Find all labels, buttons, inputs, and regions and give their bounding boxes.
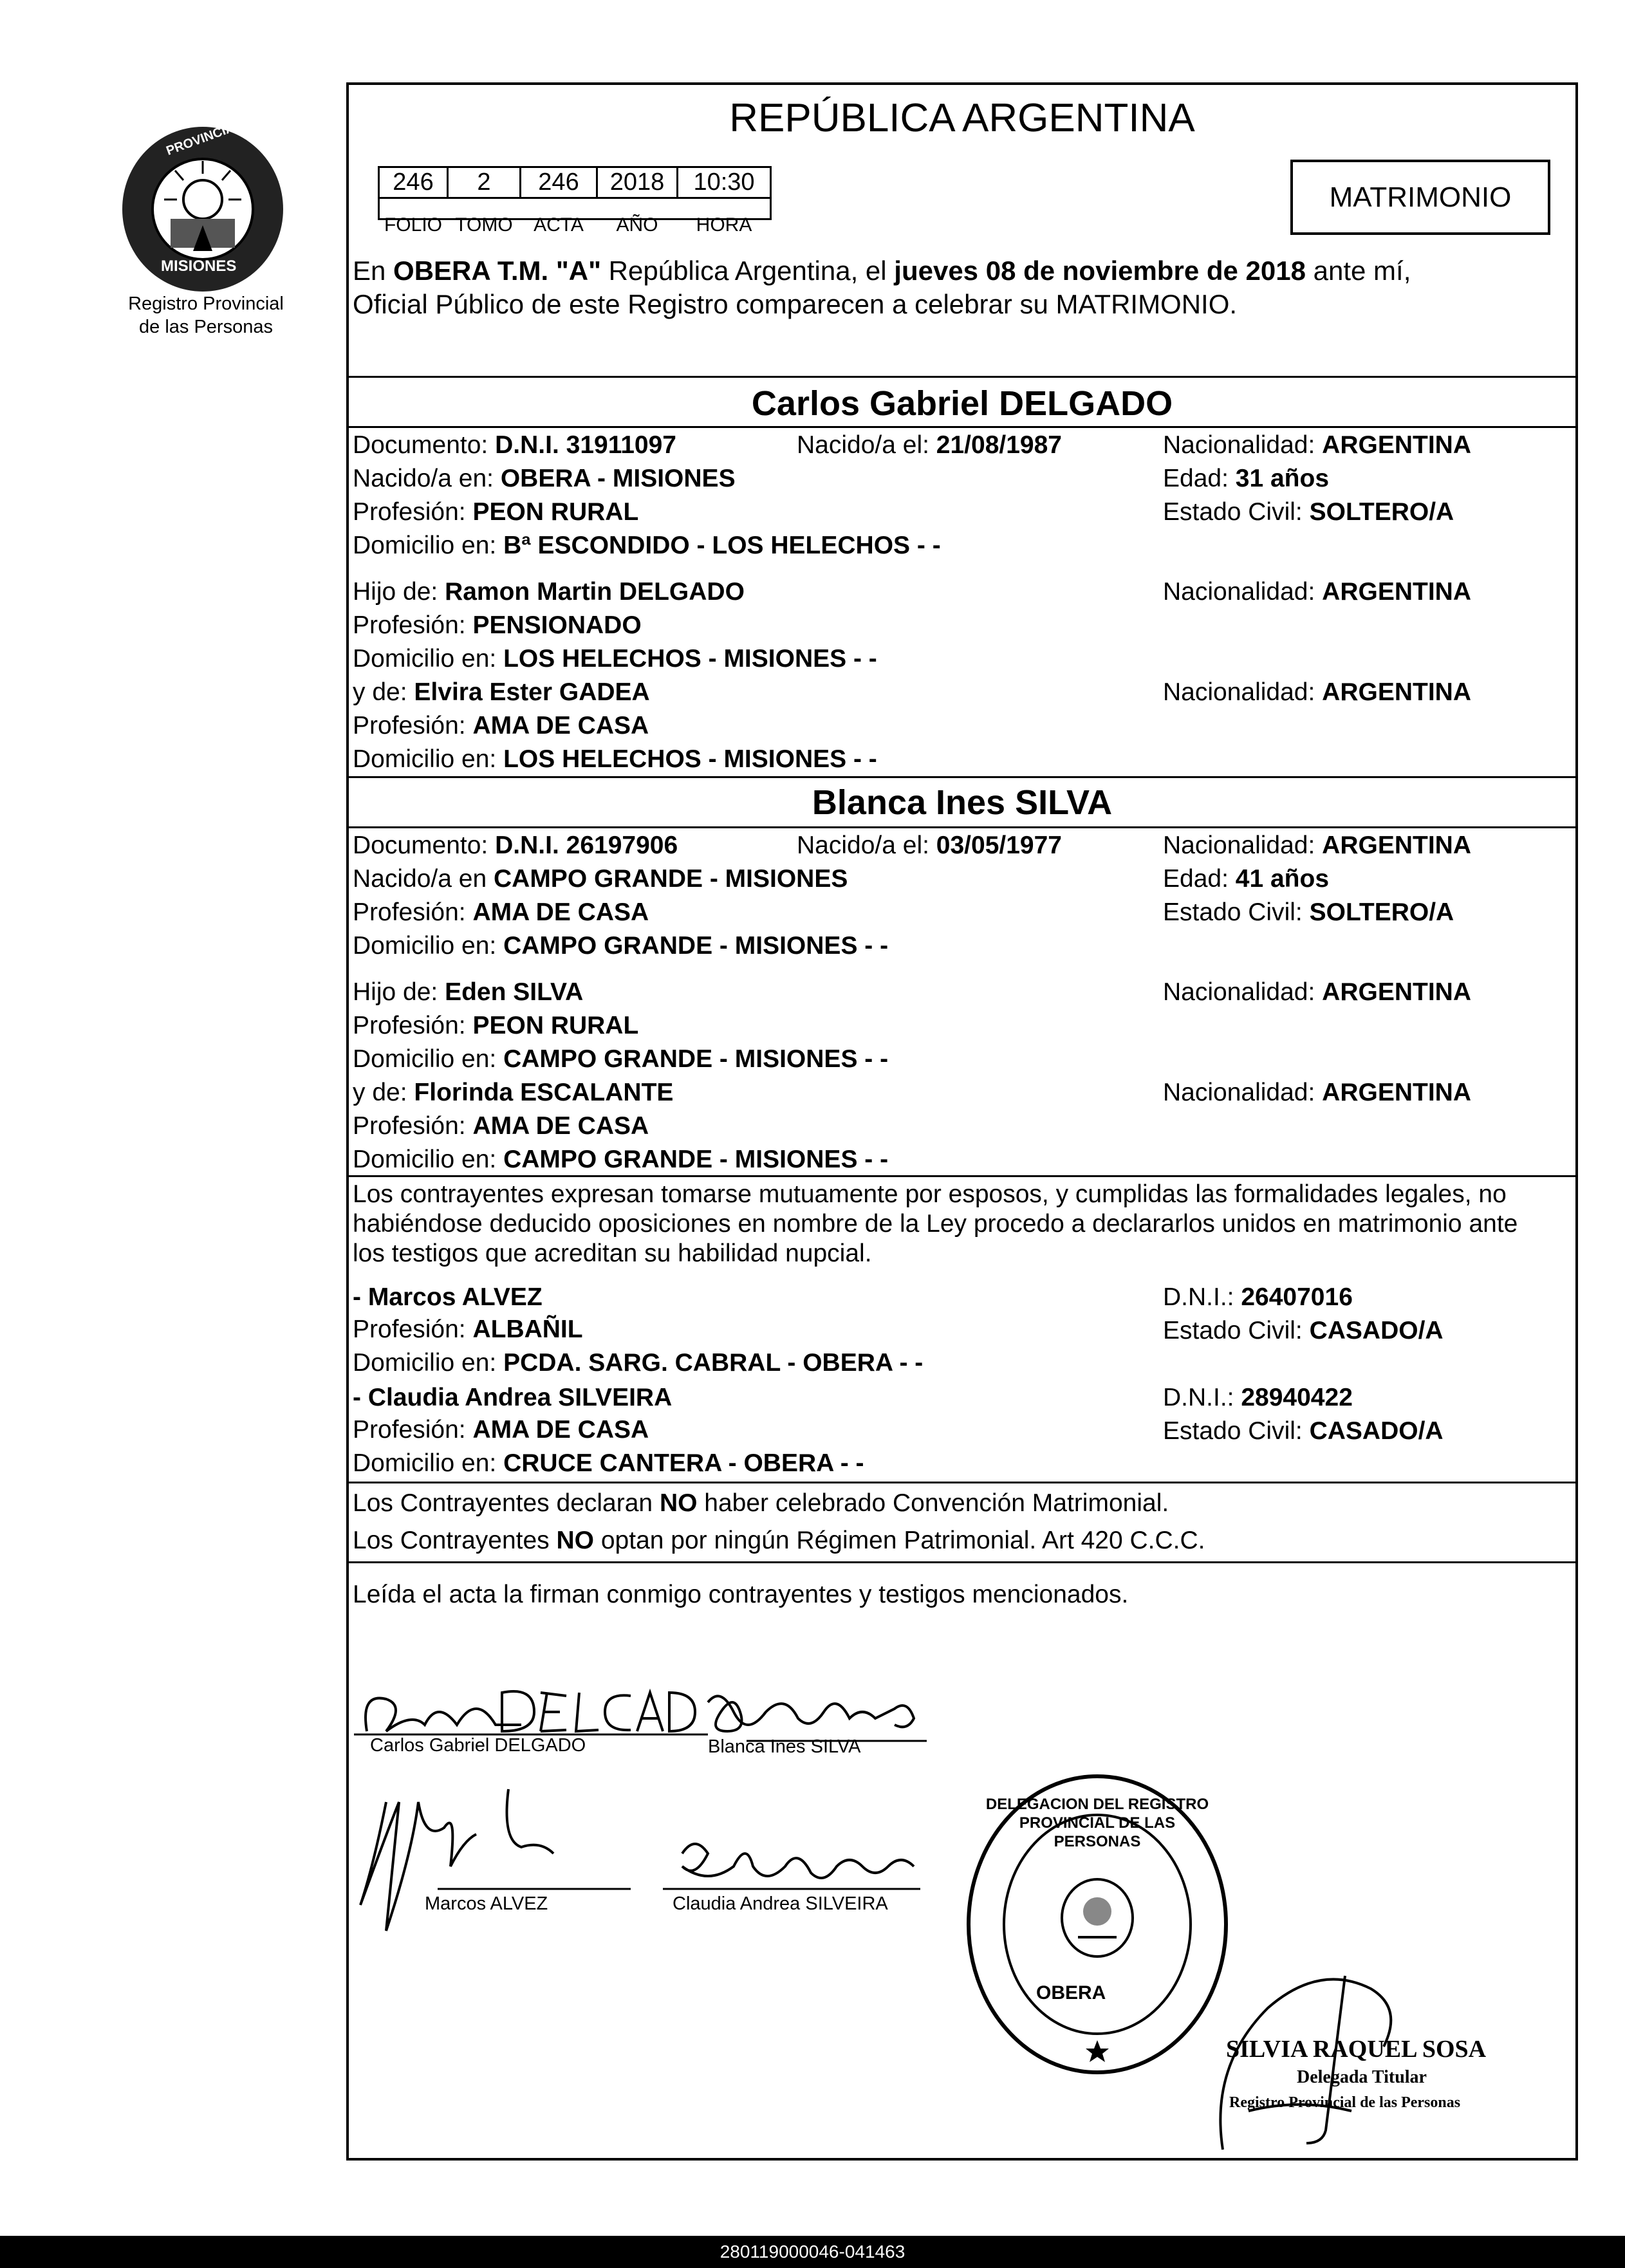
- divider: [346, 776, 1578, 778]
- witness1-dom: Domicilio en: PCDA. SARG. CABRAL - OBERA - -: [353, 1349, 924, 1377]
- spouse1-nacido-el: Nacido/a el: 21/08/1987: [797, 431, 1062, 459]
- signature-label-4: Claudia Andrea SILVEIRA: [673, 1893, 888, 1914]
- spouse2-documento: Documento: D.N.I. 26197906: [353, 832, 678, 859]
- spouse1-edad: Edad: 31 años: [1163, 465, 1330, 492]
- footer-code: 280119000046-041463: [720, 2242, 905, 2262]
- spouse1-documento: Documento: D.N.I. 31911097: [353, 431, 676, 459]
- doc-type-box: [1290, 160, 1550, 235]
- official-name: SILVIA RAQUEL SOSA: [1226, 2036, 1487, 2063]
- spouse1-name: Carlos Gabriel DELGADO: [751, 384, 1173, 423]
- spouse2-padre-dom: Domicilio en: CAMPO GRANDE - MISIONES - -: [353, 1045, 889, 1073]
- intro-text-a: En: [353, 256, 394, 286]
- witness2-dom: Domicilio en: CRUCE CANTERA - OBERA - -: [353, 1449, 864, 1477]
- regimen-line-1: Los Contrayentes declaran NO haber celebrado Convención Matrimonial.: [353, 1489, 1169, 1517]
- intro-line-2: Oficial Público de este Registro comparecen a celebrar su MATRIMONIO.: [353, 289, 1238, 319]
- divider: [346, 426, 1578, 428]
- folio-label: FOLIO: [384, 214, 442, 236]
- country-title: REPÚBLICA ARGENTINA: [729, 96, 1195, 140]
- declaration-line-1: Los contrayentes expresan tomarse mutuamente por esposos, y cumplidas las formalidades legales, no: [353, 1180, 1507, 1208]
- spouse1-madre-nac: Nacionalidad: ARGENTINA: [1163, 678, 1472, 706]
- seal-ring-top: PROVINCIA DE: [164, 113, 256, 158]
- acta-value: 246: [519, 166, 598, 199]
- intro-line-1: [353, 257, 1411, 284]
- seal-caption-2: de las Personas: [139, 317, 273, 337]
- divider: [346, 376, 1578, 378]
- divider: [346, 826, 1578, 828]
- seal-ring-bottom: MISIONES: [161, 257, 237, 275]
- anio-label: AÑO: [616, 214, 658, 236]
- witness1-prof: Profesión: ALBAÑIL: [353, 1315, 583, 1343]
- intro-text-b: República Argentina, el: [600, 256, 895, 286]
- signature-label-3: Marcos ALVEZ: [425, 1893, 548, 1914]
- folio-value: 246: [378, 166, 449, 199]
- spouse2-nacido-en: Nacido/a en CAMPO GRANDE - MISIONES: [353, 865, 848, 893]
- declaration-line-2: habiéndose deducido oposiciones en nombre de la Ley procedo a declararlos unidos en matrimonio ante: [353, 1210, 1518, 1238]
- spouse1-profesion: Profesión: PEON RURAL: [353, 498, 639, 526]
- spouse1-nacido-en: Nacido/a en: OBERA - MISIONES: [353, 465, 736, 492]
- stamp-ring-text: DELEGACION DEL REGISTRO PROVINCIAL DE LAS PERSONAS: [985, 1796, 1209, 1850]
- spouse1-estado-civil: Estado Civil: SOLTERO/A: [1163, 498, 1454, 526]
- doc-type: MATRIMONIO: [1329, 181, 1512, 213]
- spouse2-name: Blanca Ines SILVA: [812, 783, 1113, 822]
- spouse1-padre-dom: Domicilio en: LOS HELECHOS - MISIONES - -: [353, 645, 877, 673]
- spouse2-madre: y de: Florinda ESCALANTE: [353, 1079, 674, 1106]
- divider: [346, 1561, 1578, 1563]
- spouse1-madre-dom: Domicilio en: LOS HELECHOS - MISIONES - -: [353, 745, 877, 773]
- spouse2-madre-nac: Nacionalidad: ARGENTINA: [1163, 1079, 1472, 1106]
- witness1-name: - Marcos ALVEZ: [353, 1283, 543, 1311]
- signatures-drawing: [348, 1673, 1004, 1957]
- witness1-estado: Estado Civil: CASADO/A: [1163, 1317, 1444, 1344]
- spouse1-padre-prof: Profesión: PENSIONADO: [353, 611, 642, 639]
- tomo-value: 2: [447, 166, 521, 199]
- intro-text-c: ante mí,: [1305, 256, 1411, 286]
- signature-label-1: Carlos Gabriel DELGADO: [370, 1735, 586, 1756]
- tomo-label: TOMO: [455, 214, 513, 236]
- spouse2-nacionalidad: Nacionalidad: ARGENTINA: [1163, 832, 1472, 859]
- spouse1-madre-prof: Profesión: AMA DE CASA: [353, 712, 649, 739]
- divider: [346, 1482, 1578, 1483]
- intro-place: OBERA T.M. "A": [393, 256, 601, 286]
- closing-text: Leída el acta la firman conmigo contrayentes y testigos mencionados.: [353, 1581, 1129, 1608]
- official-title: Delegada Titular: [1297, 2067, 1427, 2087]
- spouse1-padre-nac: Nacionalidad: ARGENTINA: [1163, 578, 1472, 606]
- seal-caption-1: Registro Provincial: [128, 293, 284, 314]
- spouse2-madre-dom: Domicilio en: CAMPO GRANDE - MISIONES - -: [353, 1146, 889, 1173]
- spouse1-madre: y de: Elvira Ester GADEA: [353, 678, 650, 706]
- spouse2-nacido-el: Nacido/a el: 03/05/1977: [797, 832, 1062, 859]
- anio-value: 2018: [596, 166, 678, 199]
- witness2-estado: Estado Civil: CASADO/A: [1163, 1417, 1444, 1445]
- hora-value: 10:30: [676, 166, 772, 199]
- declaration-line-3: los testigos que acreditan su habilidad nupcial.: [353, 1240, 872, 1267]
- stamp-city: OBERA: [1036, 1982, 1106, 2003]
- regimen-line-2: Los Contrayentes NO optan por ningún Régimen Patrimonial. Art 420 C.C.C.: [353, 1527, 1205, 1554]
- spouse2-padre-prof: Profesión: PEON RURAL: [353, 1012, 639, 1039]
- spouse1-nacionalidad: Nacionalidad: ARGENTINA: [1163, 431, 1472, 459]
- spouse2-profesion: Profesión: AMA DE CASA: [353, 898, 649, 926]
- spouse2-estado-civil: Estado Civil: SOLTERO/A: [1163, 898, 1454, 926]
- spouse2-domicilio: Domicilio en: CAMPO GRANDE - MISIONES - -: [353, 932, 889, 960]
- hora-label: HORA: [696, 214, 752, 236]
- witness2-prof: Profesión: AMA DE CASA: [353, 1416, 649, 1444]
- spouse2-madre-prof: Profesión: AMA DE CASA: [353, 1112, 649, 1140]
- spouse2-edad: Edad: 41 años: [1163, 865, 1330, 893]
- spouse1-domicilio: Domicilio en: Bª ESCONDIDO - LOS HELECHOS - -: [353, 532, 941, 559]
- intro-date: jueves 08 de noviembre de 2018: [894, 256, 1306, 286]
- witness1-dni: D.N.I.: 26407016: [1163, 1283, 1353, 1311]
- witness2-name: - Claudia Andrea SILVEIRA: [353, 1384, 673, 1411]
- spouse2-padre-nac: Nacionalidad: ARGENTINA: [1163, 978, 1472, 1006]
- signature-label-2: Blanca Ines SILVA: [708, 1736, 861, 1757]
- spouse2-padre: Hijo de: Eden SILVA: [353, 978, 584, 1006]
- spouse1-padre: Hijo de: Ramon Martin DELGADO: [353, 578, 745, 606]
- acta-label: ACTA: [534, 214, 584, 236]
- official-office: Registro Provincial de las Personas: [1229, 2094, 1461, 2111]
- footer-bar: [0, 2236, 1625, 2268]
- divider: [346, 1175, 1578, 1177]
- witness2-dni: D.N.I.: 28940422: [1163, 1384, 1353, 1411]
